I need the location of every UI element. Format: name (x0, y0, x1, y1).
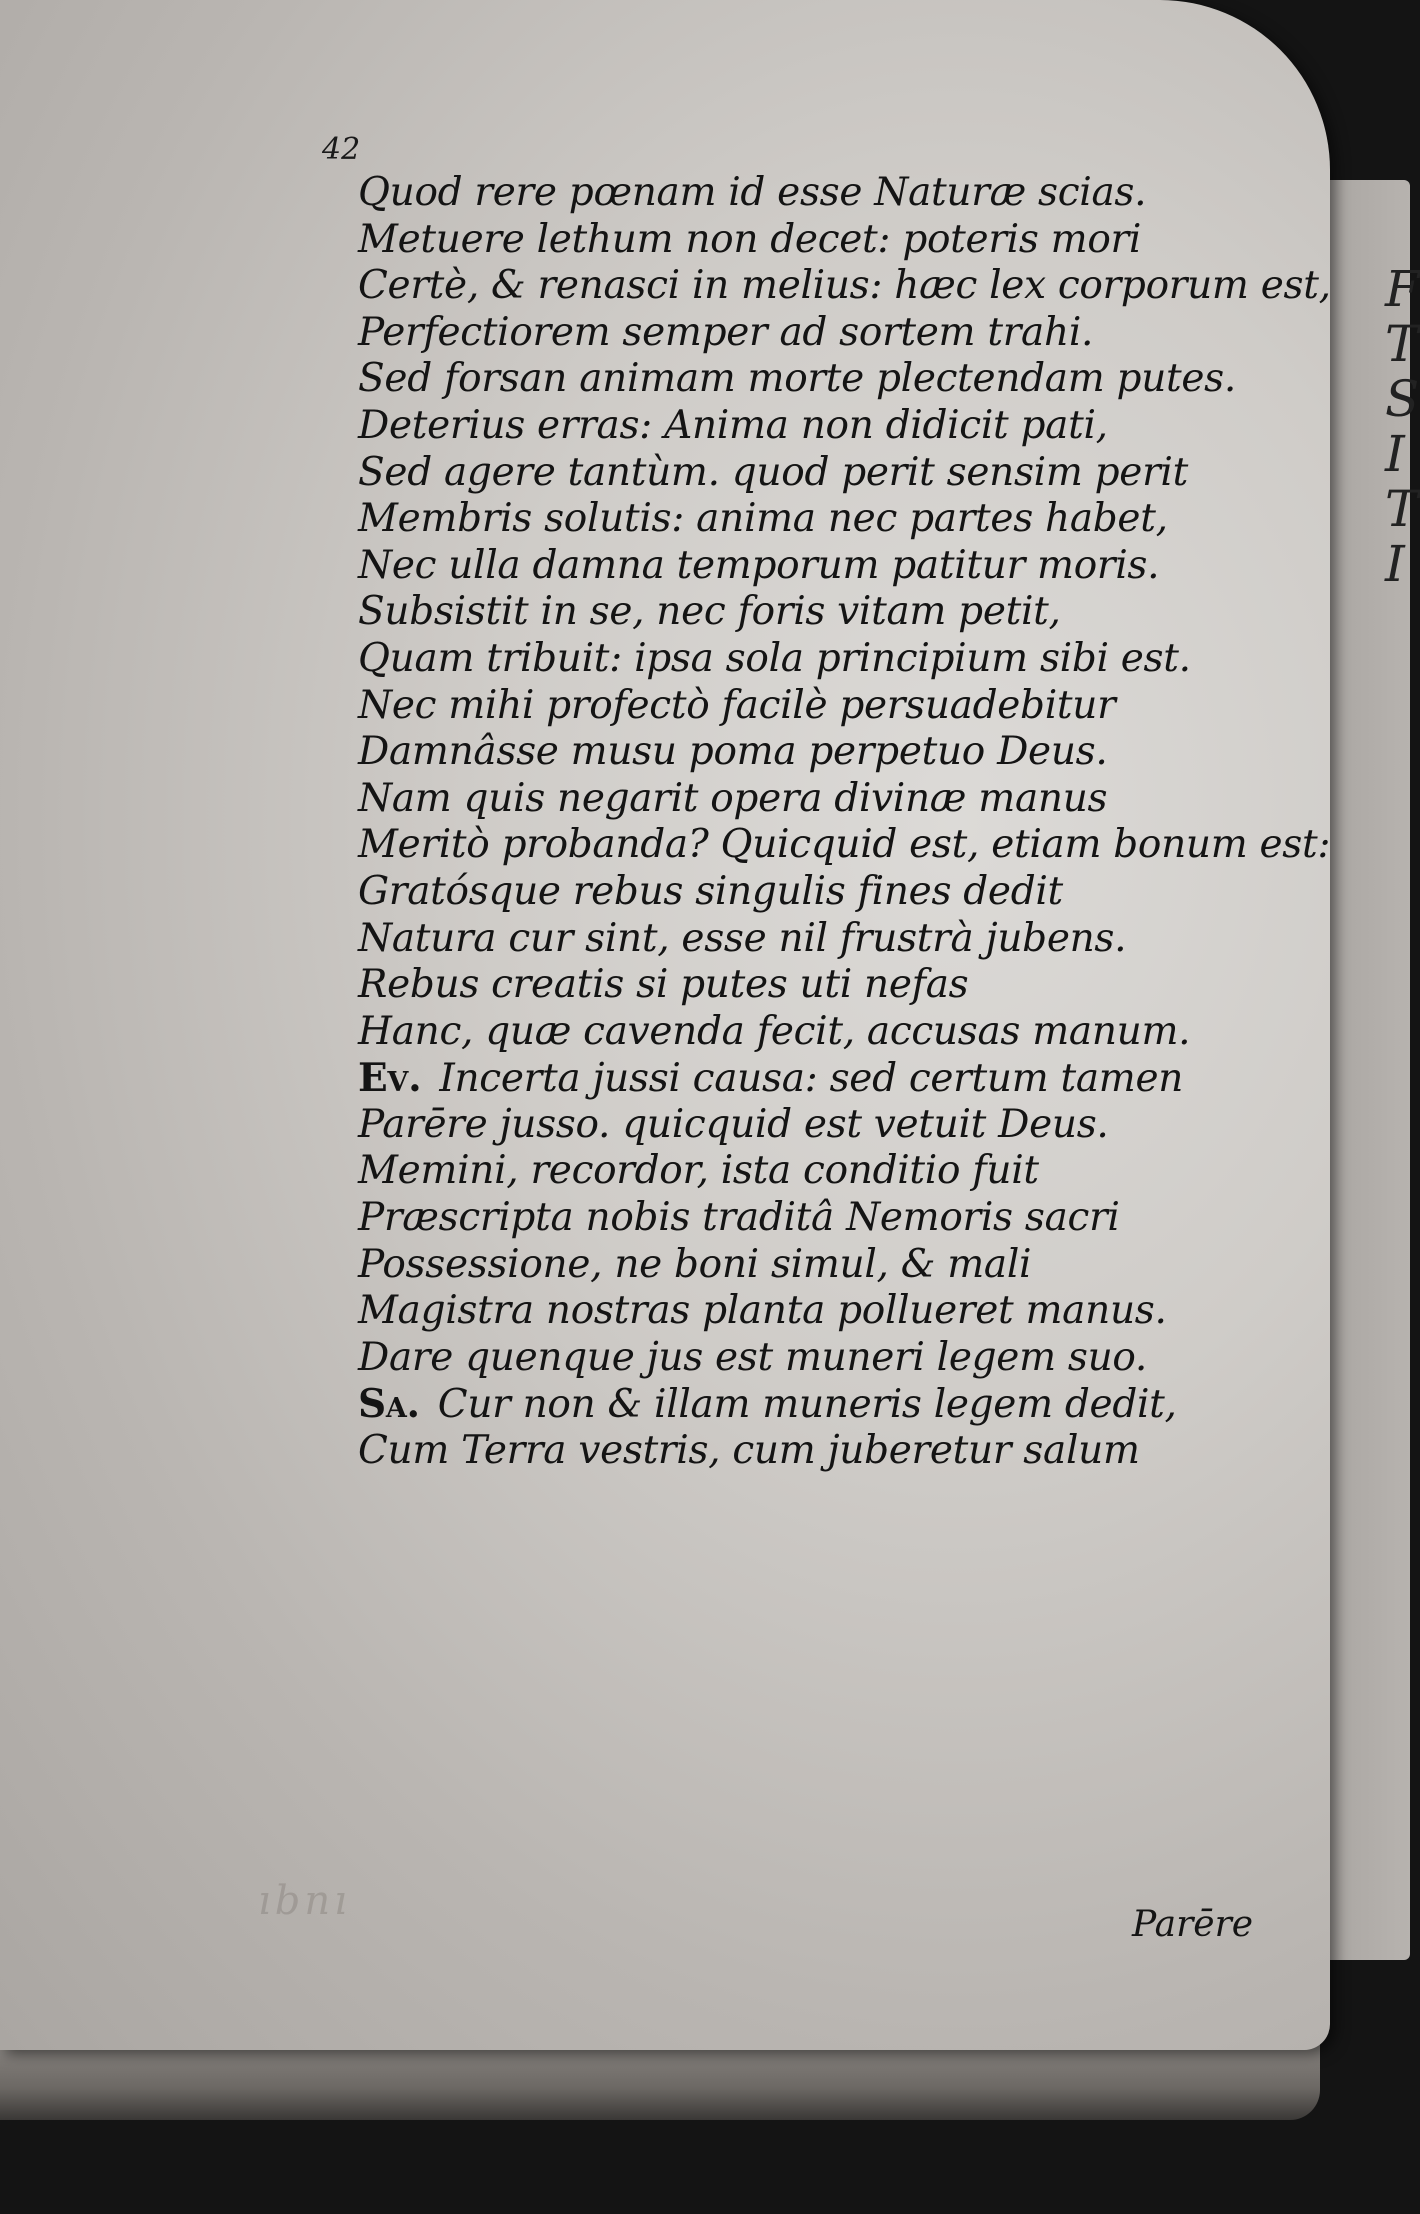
verse-text: Parēre jusso. quicquid est vetuit Deus. (358, 1101, 1109, 1147)
catchword: Parēre (1132, 1904, 1254, 1945)
verse-text: Memini, recordor, ista conditio fuit (358, 1148, 1039, 1194)
verse-text: Dare quenque jus est muneri legem suo. (358, 1334, 1147, 1380)
verse-line (358, 1288, 1331, 1335)
verse-text: Quam tribuit: ipsa sola principium sibi est. (358, 635, 1191, 681)
speaker-label: Sa. (358, 1381, 420, 1428)
verse-line (358, 822, 1331, 869)
verse-text: Possessione, ne boni simul, & mali (358, 1241, 1032, 1287)
next-page-letter: T (1385, 315, 1419, 373)
verse-text: Meritò probanda? Quicquid est, etiam bonum est: (358, 822, 1331, 868)
verse-text: Hanc, quæ cavenda fecit, accusas manum. (358, 1008, 1191, 1054)
verse-text: Rebus creatis si putes uti nefas (358, 962, 969, 1008)
verse-line (358, 310, 1331, 357)
verse-text: Gratósque rebus singulis fines dedit (358, 868, 1063, 914)
verse-text: Incerta jussi causa: sed certum tamen (439, 1056, 1184, 1102)
speaker-label: Ev. (358, 1055, 422, 1102)
next-page-letter: S (1385, 370, 1420, 428)
verse-text: Nec mihi profectò facilè persuadebitur (358, 682, 1116, 728)
next-page-letter: I (1385, 425, 1405, 483)
verse-text: Magistra nostras planta pollueret manus. (358, 1288, 1167, 1334)
verse-line (358, 869, 1331, 916)
verse-text: Præscripta nobis traditâ Nemoris sacri (358, 1195, 1120, 1241)
verse-line (358, 1102, 1331, 1149)
verse-text: Sed agere tantùm. quod perit sensim perit (358, 449, 1188, 495)
verse-line (358, 217, 1331, 264)
verse-line (358, 263, 1331, 310)
verse-line (358, 776, 1331, 823)
next-page-letter: F (1385, 260, 1420, 318)
verse-line (358, 1148, 1331, 1195)
verse-text: Natura cur sint, esse nil frustrà jubens. (358, 915, 1127, 961)
verse-text: Membris solutis: anima nec partes habet, (358, 496, 1168, 542)
page-number: 42 (322, 132, 361, 167)
page-stack-edge (0, 2040, 1320, 2120)
verse-text: Certè, & renasci in melius: hæc lex corporum est, (358, 263, 1331, 309)
verse-line (358, 1335, 1331, 1382)
verse-text: Nec ulla damna temporum patitur moris. (358, 542, 1160, 588)
next-page-letter: T (1385, 480, 1419, 538)
verse-list (358, 170, 1331, 1475)
verse-line (358, 403, 1331, 450)
verse-line (358, 356, 1331, 403)
verse-line (358, 916, 1331, 963)
verse-text: Sed forsan animam morte plectendam putes. (358, 356, 1236, 402)
verse-line (358, 1381, 1331, 1428)
next-page-letter: I (1385, 535, 1405, 593)
verse-line (358, 962, 1331, 1009)
verse-line (358, 636, 1331, 683)
verse-text: Cur non & illam muneris legem dedit, (437, 1382, 1177, 1428)
verse-line (358, 1242, 1331, 1289)
verse-text: Nam quis negarit opera divinæ manus (358, 775, 1108, 821)
verse-text: Subsistit in se, nec foris vitam petit, (358, 589, 1061, 635)
verse-text: Damnâsse musu poma perpetuo Deus. (358, 729, 1108, 775)
verse-line (358, 170, 1331, 217)
verse-line (358, 589, 1331, 636)
verse-line (358, 729, 1331, 776)
faded-stamp: ıbnı (258, 1878, 351, 1924)
verse-line (358, 683, 1331, 730)
verse-line (358, 1195, 1331, 1242)
verse-text: Metuere lethum non decet: poteris mori (358, 216, 1142, 262)
verse-line (358, 1428, 1331, 1475)
verse-line (358, 1055, 1331, 1102)
verse-line (358, 496, 1331, 543)
verse-line (358, 1009, 1331, 1056)
verse-line (358, 543, 1331, 590)
verse-text: Quod rere pœnam id esse Naturæ scias. (358, 170, 1147, 215)
verse-text: Perfectiorem semper ad sortem trahi. (358, 309, 1094, 355)
verse-text: Cum Terra vestris, cum juberetur salum (358, 1428, 1140, 1474)
verse-line (358, 450, 1331, 497)
verse-text: Deterius erras: Anima non didicit pati, (358, 402, 1108, 448)
